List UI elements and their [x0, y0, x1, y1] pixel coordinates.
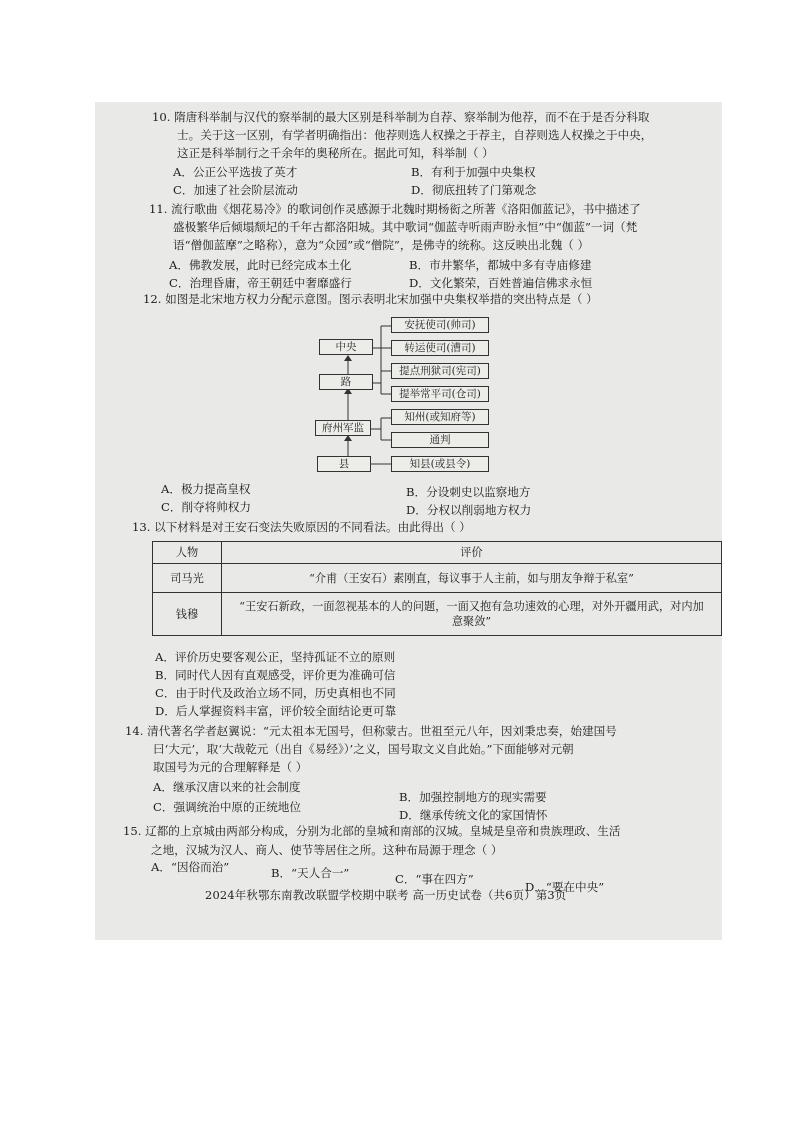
q10-stem-line-1: 10. 隋唐科举制与汉代的察举制的最大区别是科举制为自荐、察举制为他荐，而不在于是否分科取: [152, 110, 650, 124]
diagram-county-box: 县: [317, 456, 371, 472]
diagram-route-box: 路: [319, 374, 373, 390]
diagram-center-box: 中央: [319, 339, 373, 355]
diagram-office-tidian: 提点刑狱司(宪司): [391, 363, 489, 379]
q11-stem-line-1: 11. 流行歌曲《烟花易冷》的歌词创作灵感源于北魏时期杨衒之所著《洛阳伽蓝记》，书中描述了: [149, 202, 641, 216]
q12-stem: 12. 如图是北宋地方权力分配示意图。图示表明北宋加强中央集权举措的突出特点是（ ）: [143, 292, 598, 306]
q11-option-b[interactable]: B．市井繁华，都城中多有寺庙修建: [409, 258, 592, 272]
q14-stem-line-2: 曰‘大元’，取‘大哉乾元（出自《易经》）’之义，国号取文义自此始。”下面能够对元朝: [153, 742, 574, 756]
q12-option-c[interactable]: C．削夺将帅权力: [161, 500, 252, 514]
table-row: [153, 593, 722, 636]
table-row: [153, 564, 722, 593]
table-header-row: [153, 542, 722, 564]
q10-stem-line-2: 士。关于这一区别，有学者明确指出：他荐则选人权操之于荐主，自荐则选人权操之于中央，: [177, 128, 653, 142]
q15-stem-line-2: 之地，汉城为汉人、商人、使节等居住之所。这种布局源于理念（ ）: [151, 843, 503, 857]
q14-stem-line-3: 取国号为元的合理解释是（ ）: [153, 760, 308, 774]
q10-option-c[interactable]: C．加速了社会阶层流动: [173, 183, 298, 197]
q15-option-c[interactable]: C．“事在四方”: [395, 872, 474, 886]
diagram-office-zhuanyun: 转运使司(漕司): [391, 340, 489, 356]
q13-option-d[interactable]: D．后人掌握资料丰富，评价较全面结论更可靠: [155, 704, 397, 718]
q15-option-d[interactable]: D．“要在中央”: [525, 880, 605, 894]
q11-option-c[interactable]: C．治理昏庸，帝王朝廷中奢靡盛行: [169, 276, 352, 290]
q11-stem-line-2: 盛极繁华后倾塌颓圮的千年古都洛阳城。其中歌词“伽蓝寺听雨声盼永恒”中“伽蓝”一词（梵: [173, 220, 638, 234]
table-cell-person: 钱穆: [153, 593, 222, 636]
q11-option-a[interactable]: A．佛教发展，此时已经完成本土化: [169, 258, 352, 272]
diagram-prefecture-box: 府州军监: [315, 420, 371, 436]
q14-option-a[interactable]: A．继承汉唐以来的社会制度: [153, 780, 301, 794]
q10-option-d[interactable]: D．彻底扭转了门第观念: [411, 183, 537, 197]
diagram-office-zhixian: 知县(或县令): [391, 456, 489, 472]
diagram-office-anfu: 安抚使司(帅司): [391, 317, 489, 333]
q10-option-a[interactable]: A．公正公平选拔了英才: [173, 165, 298, 179]
diagram-office-tongpan: 通判: [391, 432, 489, 448]
q14-option-b[interactable]: B．加强控制地方的现实需要: [399, 790, 547, 804]
q12-option-d[interactable]: D．分权以削弱地方权力: [406, 503, 532, 517]
q15-stem-line-1: 15. 辽都的上京城由两部分构成，分别为北部的皇城和南部的汉城。皇城是皇帝和贵族理政、生活: [123, 824, 621, 838]
exam-page-photo: [95, 102, 722, 940]
table-cell-evaluation: “介甫（王安石）素刚直，每议事于人主前，如与朋友争辩于私室”: [222, 564, 722, 593]
table-header-person: 人物: [153, 542, 222, 564]
q13-option-c[interactable]: C．由于时代及政治立场不同，历史真相也不同: [155, 686, 396, 700]
q10-option-b[interactable]: B．有利于加强中央集权: [411, 165, 536, 179]
q11-option-d[interactable]: D．文化繁荣，百姓普遍信佛求永恒: [409, 276, 593, 290]
q12-option-a[interactable]: A．极力提高皇权: [161, 482, 251, 496]
q15-option-b[interactable]: B．“天人合一”: [271, 866, 350, 880]
q13-evaluation-table: [152, 541, 722, 636]
q14-stem-line-1: 14. 清代著名学者赵翼说：“元太祖本无国号，但称蒙古。世祖至元八年，因刘秉忠奏，始建国号: [125, 724, 617, 738]
q13-option-a[interactable]: A．评价历史要客观公正，坚持孤证不立的原则: [155, 650, 396, 664]
diagram-office-tiju: 提举常平司(仓司): [391, 386, 489, 402]
q12-option-b[interactable]: B．分设刺史以监察地方: [406, 485, 531, 499]
q10-stem-line-3: 这正是科举制行之千余年的奥秘所在。据此可知，科举制（ ）: [177, 146, 494, 160]
table-header-evaluation: 评价: [222, 542, 722, 564]
table-cell-person: 司马光: [153, 564, 222, 593]
q13-stem: 13. 以下材料是对王安石变法失败原因的不同看法。由此得出（ ）: [132, 520, 471, 534]
page-footer: 2024年秋鄂东南教改联盟学校期中联考 高一历史试卷（共6页）第3页: [205, 888, 567, 902]
table-cell-evaluation: “王安石新政，一面忽视基本的人的问题，一面又抱有急功速效的心理，对外开疆用武，对内加意聚敛”: [222, 593, 722, 636]
q15-option-a[interactable]: A．“因俗而治”: [151, 860, 230, 874]
q14-option-c[interactable]: C．强调统治中原的正统地位: [153, 800, 301, 814]
diagram-office-zhizhou: 知州(或知府等): [391, 409, 489, 425]
q14-option-d[interactable]: D．继承传统文化的家国情怀: [399, 808, 548, 822]
q11-stem-line-3: 语“僧伽蓝摩”之略称），意为“众园”或“僧院”，是佛寺的统称。这反映出北魏（ ）: [173, 238, 590, 252]
q13-option-b[interactable]: B．同时代人因有直观感受，评价更为准确可信: [155, 668, 396, 682]
